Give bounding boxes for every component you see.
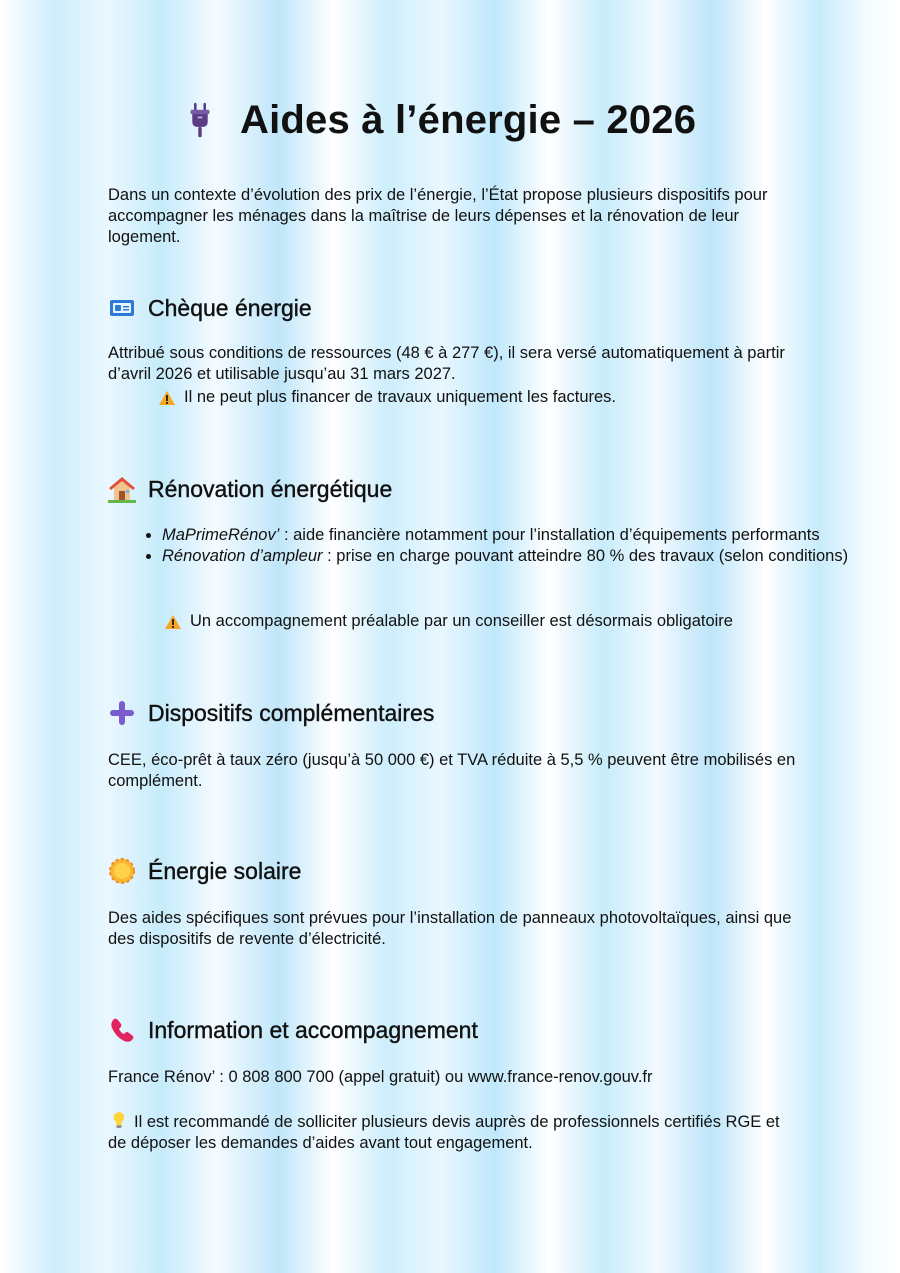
cheque-icon	[108, 294, 136, 322]
section-title: Dispositifs complémentaires	[148, 699, 435, 726]
section-heading-solaire	[108, 856, 301, 886]
section-heading-complementaires	[108, 698, 434, 728]
section-title: Énergie solaire	[148, 857, 302, 884]
sun-icon	[108, 857, 136, 885]
lightbulb-icon	[112, 1111, 126, 1129]
plus-icon	[108, 699, 136, 727]
house-icon	[108, 475, 136, 503]
list-item-text: : prise en charge pouvant atteindre 80 % des travaux (selon conditions)	[322, 547, 849, 565]
list-item-term: Rénovation d’ampleur	[162, 547, 323, 565]
tip-text: Il est recommandé de solliciter plusieurs devis auprès de professionnels certifiés RGE et de déposer les demandes d’aides avant tout engagement.	[108, 1113, 780, 1152]
section-title: Information et accompagnement	[148, 1016, 478, 1043]
title-row	[188, 92, 748, 148]
section-heading-cheque	[108, 293, 312, 323]
section-heading-information	[108, 1015, 478, 1045]
renovation-list	[108, 525, 852, 567]
warning-text: Il ne peut plus financer de travaux uniquement les factures.	[184, 388, 617, 406]
solaire-paragraph: Des aides spécifiques sont prévues pour l’installation de panneaux photovoltaïques, ainsi que des dispositifs de revente d’électricité.	[108, 909, 792, 948]
section-title: Chèque énergie	[148, 294, 312, 321]
cheque-paragraph: Attribué sous conditions de ressources (48 € à 277 €), il sera versé automatiquement à partir d’avril 2026 et utilisable jusqu’au 31 mars 2027.	[108, 344, 785, 383]
list-item	[162, 525, 852, 546]
warning-icon	[164, 614, 182, 630]
list-item-term: MaPrimeRénov’	[162, 526, 280, 544]
warning-icon	[158, 390, 176, 406]
intro-paragraph: Dans un contexte d’évolution des prix de l’énergie, l’État propose plusieurs dispositifs pour accompagner les ménages dans la maîtrise de leurs dépenses et la rénovation de leur logement.	[108, 186, 768, 246]
cheque-warning	[158, 387, 616, 408]
renovation-warning	[164, 611, 733, 632]
section-heading-renovation	[108, 474, 392, 504]
section-title: Rénovation énergétique	[148, 475, 393, 502]
telephone-icon	[108, 1016, 136, 1044]
list-item-text: : aide financière notamment pour l’installation d’équipements performants	[279, 526, 820, 544]
list-item	[162, 546, 852, 567]
warning-text: Un accompagnement préalable par un conseiller est désormais obligatoire	[190, 612, 733, 630]
page-title: Aides à l’énergie – 2026	[240, 97, 697, 142]
tip-paragraph	[108, 1111, 798, 1154]
complementaires-paragraph: CEE, éco-prêt à taux zéro (jusqu’à 50 000 €) et TVA réduite à 5,5 % peuvent être mobilisés en complément.	[108, 751, 796, 790]
plug-icon	[188, 100, 212, 140]
contact-line: France Rénov’ : 0 808 800 700 (appel gratuit) ou www.france-renov.gouv.fr	[108, 1068, 653, 1086]
